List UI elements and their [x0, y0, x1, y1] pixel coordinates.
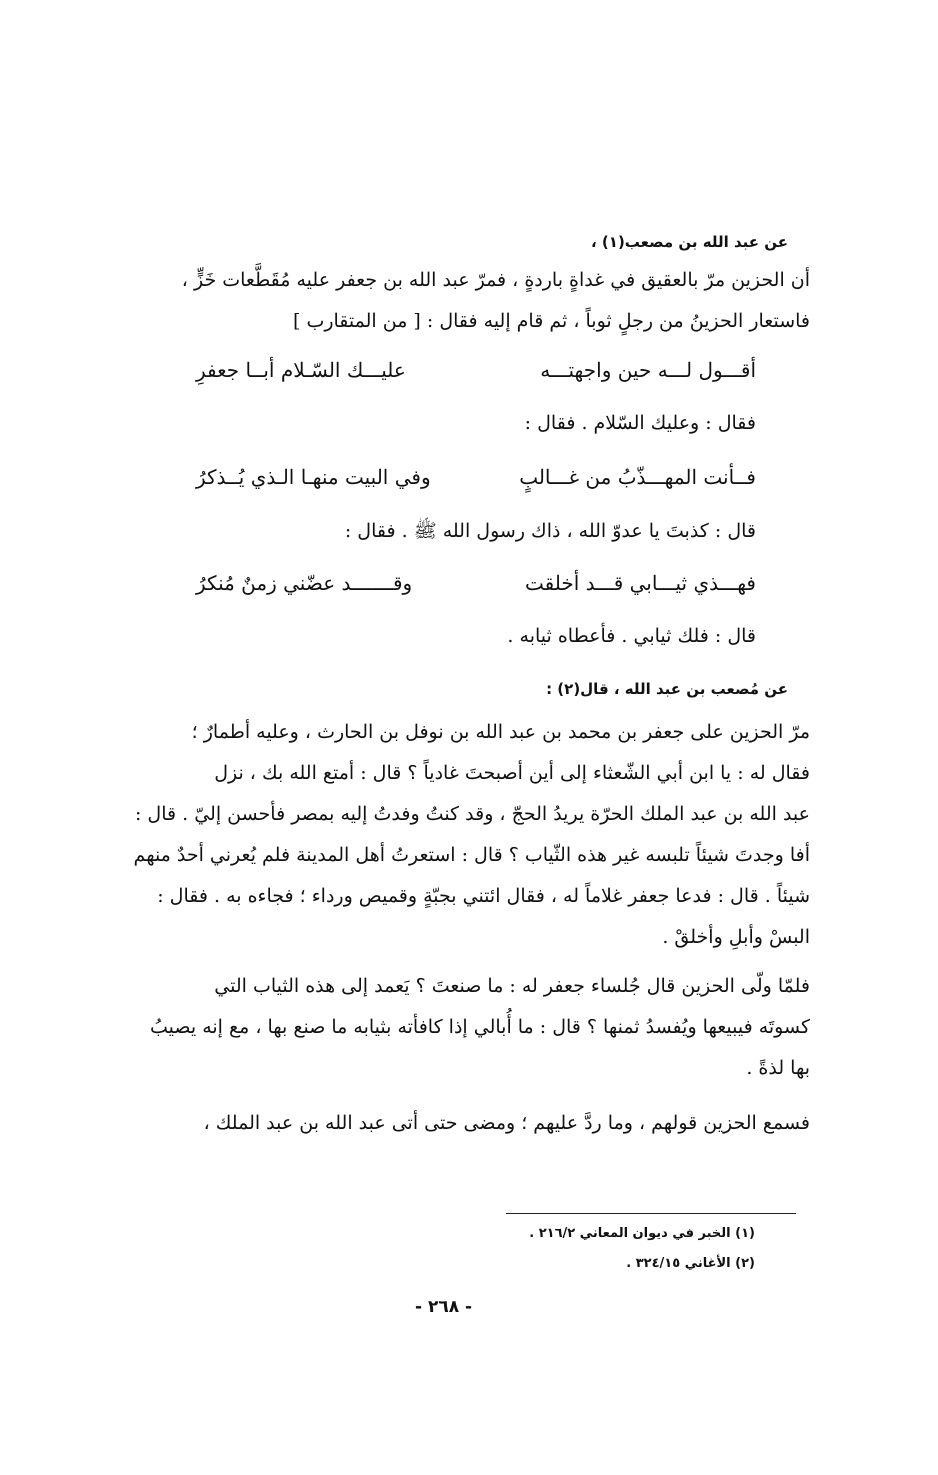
text-line: شيئاً . قال : فدعا جعفر غلاماً له ، فقال ائتني بجبّةٍ وقميص ورداء ؛ فجاءه به . فقال :	[157, 885, 810, 907]
prose-line-3: قال : فلك ثيابي . فأعطاه ثيابه .	[507, 625, 756, 647]
footnote-divider	[506, 1213, 796, 1214]
verse-3-first-hemistich: فهـــذي ثيـــابي قـــد أخلقت	[524, 571, 756, 595]
text-line: عبد الله بن عبد الملك الحرّة يريدُ الحجّ ، وقد كنتُ وفدتُ إليه بمصر فأحسن إليّ . قال :	[134, 803, 810, 825]
verse-1	[196, 358, 756, 398]
text-line: البسْ وأبلِ وأخلقْ .	[662, 926, 810, 948]
intro-paragraph	[120, 260, 810, 342]
verse-3-second-hemistich: وقـــــــد عضّني زمنٌ مُنكرُ	[196, 571, 413, 595]
footnote-1: (١) الخبر في ديوان المعاني ٢١٦/٢ .	[529, 1226, 755, 1241]
page-number: - ٢٦٨ -	[415, 1297, 473, 1317]
text-line: بها لذةً .	[746, 1057, 810, 1079]
text-line: كسوتَه فيبيعها ويُفسدُ ثمنها ؟ قال : ما أُبالي إذا كافأته بثيابه ما صنع بها ، مع إنه يصيبُ	[150, 1016, 810, 1038]
text-line: فاستعار الحزينُ من رجلٍ ثوباً ، ثم قام إليه فقال : [ من المتقارب ]	[293, 310, 810, 332]
verse-2	[196, 465, 756, 505]
text-line: أن الحزين مرّ بالعقيق في غداةٍ باردةٍ ، فمرّ عبد الله بن جعفر عليه مُقَطَّعات خَزٍّ ،	[181, 269, 810, 291]
footnote-2: (٢) الأغاني ٣٢٤/١٥ .	[626, 1256, 755, 1271]
text-line: فسمع الحزين قولهم ، وما ردَّ عليهم ؛ ومضى حتى أتى عبد الله بن عبد الملك ،	[203, 1112, 810, 1134]
paragraph-4	[120, 1103, 810, 1144]
text-line: فلمّا ولّى الحزين قال جُلساء جعفر له : ما صنعتَ ؟ يَعمد إلى هذه الثياب التي	[214, 975, 810, 997]
text-line: أفا وجدتَ شيئاً تلبسه غير هذه الثّياب ؟ قال : استعرتُ أهل المدينة فلم يُعرني أحدٌ منهم	[133, 844, 810, 866]
verse-2-second-hemistich: وفي البيت منهـا الـذي يُــذكرُ	[196, 465, 431, 489]
paragraph-3	[120, 966, 810, 1089]
prose-line-2: قال : كذبتَ يا عدوّ الله ، ذاك رسول الله ﷺ . فقال :	[344, 520, 756, 542]
text-line: فقال له : يا ابن أبي الشّعثاء إلى أين أصبحتَ غادياً ؟ قال : أمتع الله بك ، نزل	[214, 762, 810, 784]
paragraph-2	[120, 712, 810, 958]
verse-1-second-hemistich: عليـــك السّـلام أبــا جعفرِ	[196, 358, 406, 382]
verse-2-first-hemistich: فــأنت المهـــذّبُ من غـــالبٍ	[519, 465, 756, 489]
prose-line-1: فقال : وعليك السّلام . فقال :	[524, 412, 756, 434]
source-line-2: عن مُصعب بن عبد الله ، قال(٢) :	[546, 680, 788, 698]
text-line: مرّ الحزين على جعفر بن محمد بن عبد الله بن نوفل بن الحارث ، وعليه أطمارٌ ؛	[191, 721, 810, 743]
source-line-1: عن عبد الله بن مصعب(١) ،	[591, 233, 788, 251]
verse-3	[196, 571, 756, 611]
verse-1-first-hemistich: أقـــول لـــه حين واجهتـــه	[540, 358, 756, 382]
